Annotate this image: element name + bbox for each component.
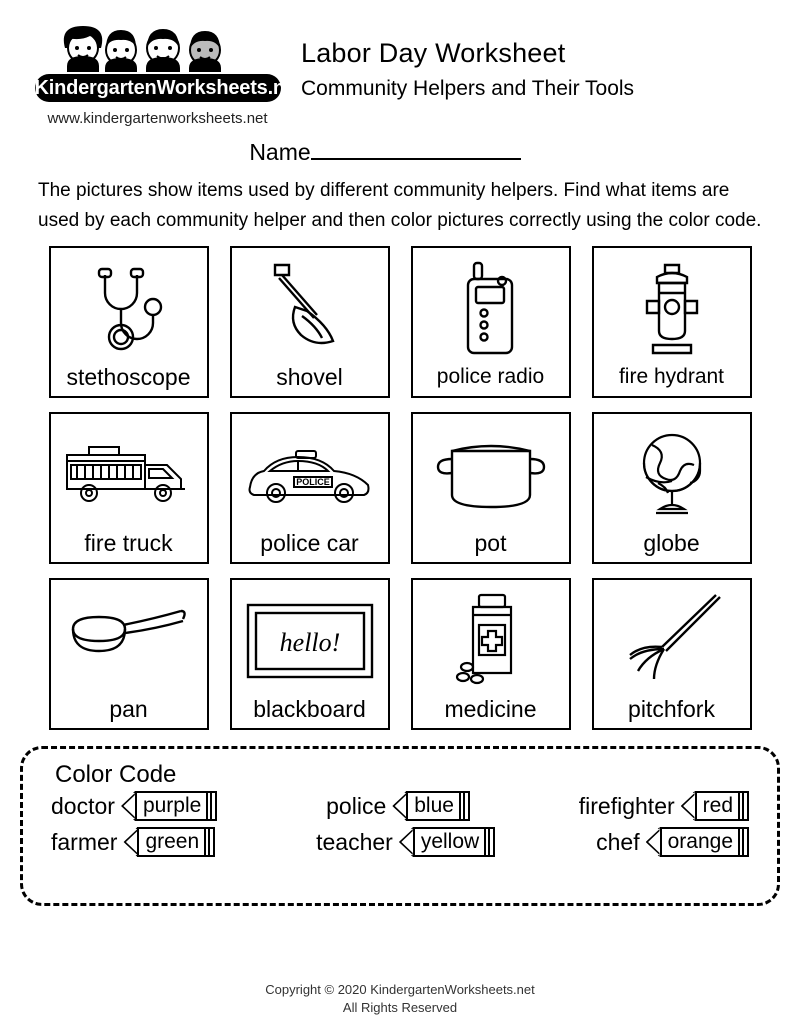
picture-label: blackboard bbox=[253, 696, 366, 722]
site-url: www.kindergartenworksheets.net bbox=[47, 110, 268, 127]
blackboard-icon bbox=[232, 586, 388, 696]
color-code-entry-doctor[interactable] bbox=[51, 791, 217, 821]
color-code-color: green bbox=[145, 830, 200, 853]
picture-cell-medicine[interactable] bbox=[411, 578, 571, 730]
picture-label: fire hydrant bbox=[618, 365, 725, 388]
color-code-color: blue bbox=[414, 794, 454, 817]
rights-text: All Rights Reserved bbox=[342, 1000, 458, 1015]
page-header bbox=[0, 0, 800, 127]
police-radio-icon bbox=[413, 254, 569, 364]
kids-illustration-icon bbox=[43, 18, 273, 80]
page-footer bbox=[0, 981, 800, 1017]
picture-label: globe bbox=[643, 530, 700, 556]
picture-cell-shovel[interactable] bbox=[230, 246, 390, 398]
picture-cell-fire-hydrant[interactable] bbox=[592, 246, 752, 398]
pan-icon bbox=[51, 586, 207, 696]
color-code-entry-firefighter[interactable] bbox=[579, 791, 749, 821]
picture-cell-fire-truck[interactable] bbox=[49, 412, 209, 564]
color-code-entry-teacher[interactable] bbox=[316, 827, 495, 857]
color-code-entry-farmer[interactable] bbox=[51, 827, 215, 857]
police-car-text: POLICE bbox=[295, 477, 330, 487]
picture-label: police car bbox=[260, 530, 359, 556]
color-code-entry-chef[interactable] bbox=[596, 827, 749, 857]
picture-label: shovel bbox=[276, 364, 343, 390]
picture-label: pitchfork bbox=[628, 696, 715, 722]
crayon-icon bbox=[399, 827, 495, 857]
logo-wordmark: KindergartenWorksheets.net bbox=[35, 74, 281, 102]
picture-cell-blackboard[interactable] bbox=[230, 578, 390, 730]
blackboard-text: hello! bbox=[279, 628, 340, 657]
crayon-icon bbox=[681, 791, 749, 821]
name-label: Name bbox=[249, 139, 311, 165]
color-code-title: Color Code bbox=[55, 761, 177, 788]
crayon-icon bbox=[121, 791, 217, 821]
color-code-color: orange bbox=[667, 830, 733, 853]
color-code-box bbox=[20, 746, 780, 906]
color-code-color: red bbox=[702, 794, 733, 817]
fire-hydrant-icon bbox=[594, 254, 750, 364]
picture-label: fire truck bbox=[84, 530, 173, 556]
stethoscope-icon bbox=[51, 254, 207, 364]
color-code-color: purple bbox=[142, 794, 202, 817]
site-logo[interactable] bbox=[30, 18, 303, 127]
name-row bbox=[0, 139, 800, 166]
fire-truck-icon bbox=[51, 420, 207, 530]
picture-cell-police-car[interactable] bbox=[230, 412, 390, 564]
crayon-icon bbox=[392, 791, 470, 821]
picture-grid bbox=[44, 246, 756, 730]
color-code-row bbox=[41, 827, 759, 857]
picture-label: pan bbox=[109, 696, 148, 722]
color-code-job: farmer bbox=[51, 828, 118, 855]
color-code-color: yellow bbox=[420, 830, 480, 853]
pitchfork-icon bbox=[594, 586, 750, 696]
picture-label: medicine bbox=[444, 696, 537, 722]
color-code-job: firefighter bbox=[578, 792, 675, 819]
crayon-icon bbox=[646, 827, 749, 857]
picture-cell-pitchfork[interactable] bbox=[592, 578, 752, 730]
color-code-job: chef bbox=[596, 828, 640, 855]
picture-cell-police-radio[interactable] bbox=[411, 246, 571, 398]
page-title: Labor Day Worksheet bbox=[301, 38, 566, 68]
picture-cell-stethoscope[interactable] bbox=[49, 246, 209, 398]
color-code-entry-police[interactable] bbox=[326, 791, 470, 821]
picture-label: stethoscope bbox=[66, 364, 191, 390]
picture-label: pot bbox=[474, 530, 507, 556]
shovel-icon bbox=[232, 254, 388, 364]
color-code-job: police bbox=[326, 792, 387, 819]
picture-cell-pot[interactable] bbox=[411, 412, 571, 564]
crayon-icon bbox=[123, 827, 215, 857]
color-code-row bbox=[41, 791, 759, 821]
police-car-icon bbox=[232, 420, 388, 530]
medicine-icon bbox=[413, 586, 569, 696]
color-code-job: teacher bbox=[316, 828, 393, 855]
picture-cell-globe[interactable] bbox=[592, 412, 752, 564]
pot-icon bbox=[413, 420, 569, 530]
instructions-text: The pictures show items used by different community helpers. Find what items are used by each community helper and then color pictures correctly using the color code. bbox=[38, 180, 762, 231]
name-input[interactable] bbox=[311, 140, 521, 160]
picture-cell-pan[interactable] bbox=[49, 578, 209, 730]
globe-icon bbox=[594, 420, 750, 530]
color-code-job: doctor bbox=[51, 792, 115, 819]
copyright-text: Copyright © 2020 KindergartenWorksheets.net bbox=[265, 982, 535, 997]
page-subtitle: Community Helpers and Their Tools bbox=[301, 77, 635, 100]
title-block bbox=[285, 18, 770, 104]
picture-label: police radio bbox=[436, 365, 545, 388]
